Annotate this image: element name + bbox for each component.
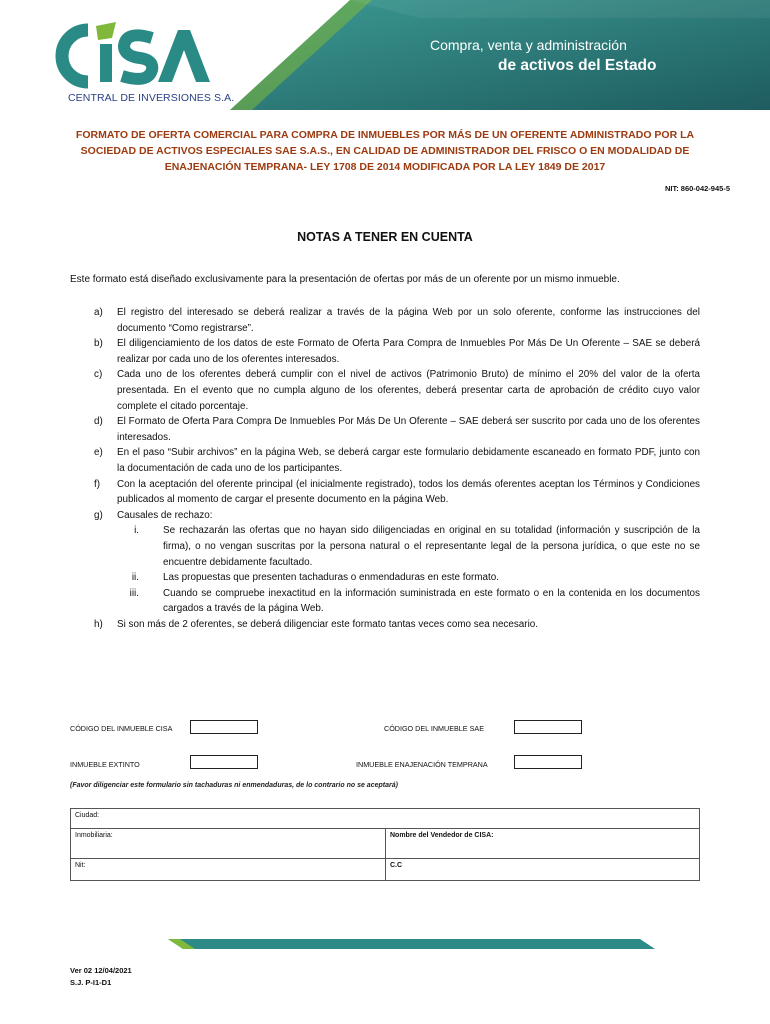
codigo-cisa-label: CÓDIGO DEL INMUEBLE CISA xyxy=(70,724,173,733)
list-text: El diligenciamiento de los datos de este Formato de Oferta Para Compra de Inmuebles Por Más De Un Oferente – SAE se deberá realizar por cada uno de los oferentes interesados. xyxy=(117,338,700,365)
list-text: En el paso “Subir archivos” en la página Web, se deberá cargar este formulario debidamente escaneado en formato PDF, junto con la documentación de cada uno de los participantes. xyxy=(117,447,700,474)
document-title: FORMATO DE OFERTA COMERCIAL PARA COMPRA DE INMUEBLES POR MÁS DE UN OFERENTE ADMINISTRADO POR LA SOCIEDAD DE ACTIVOS ESPECIALES SAE S.A.S., EN CALIDAD DE ADMINISTRADOR DEL FRISCO O EN MODALIDAD DE ENAJENACIÓN TEMPRANA- LEY 1708 DE 2014 MODIFICADA POR LA LEY 1849 DE 2017 xyxy=(75,129,695,173)
ciudad-label: Ciudad: xyxy=(75,812,100,819)
footer-version xyxy=(70,965,132,989)
list-letter: h) xyxy=(94,618,103,630)
list-letter: g) xyxy=(94,509,103,521)
vendor-table xyxy=(70,808,700,881)
sub-num: i. xyxy=(134,525,139,537)
header xyxy=(0,0,770,110)
list-text: El registro del interesado se deberá realizar a través de la página Web por un solo oferente, conforme las instrucciones del documento “Como registrarse”. xyxy=(117,307,700,334)
codigo-cisa-field[interactable] xyxy=(190,720,258,734)
sub-text: Se rechazarán las ofertas que no hayan sido diligenciadas en original en su totalidad (información y suscripción de la firma), o no vengan suscritas por la persona natural o el representante legal de la persona jurídica, o que este no se encuentre debidamente facultado. xyxy=(163,525,700,568)
codigo-sae-label: CÓDIGO DEL INMUEBLE SAE xyxy=(384,724,484,733)
table-row xyxy=(71,858,699,880)
list-item xyxy=(70,445,700,476)
codigo-sae-field[interactable] xyxy=(514,720,582,734)
version-text: Ver 02 12/04/2021 xyxy=(70,966,132,975)
intro-text: Este formato está diseñado exclusivamente para la presentación de ofertas por más de un oferente por un mismo inmueble. xyxy=(70,274,620,285)
inmobiliaria-label: Inmobiliaria: xyxy=(75,832,113,839)
list-letter: a) xyxy=(94,307,103,318)
slogan-line1: Compra, venta y administración xyxy=(430,37,627,53)
sub-item xyxy=(70,523,700,570)
list-text: Con la aceptación del oferente principal (el inicialmente registrado), todos los demás oferentes aceptan los Términos y Condiciones publicados al momento de cargar el presente documento en la página Web. xyxy=(117,478,700,506)
list-text: Cada uno de los oferentes deberá cumplir con el nivel de activos (Patrimonio Bruto) de mínimo el 20% del valor de la oferta presentada. En el evento que no cumpla alguno de los oferentes, deberá presentar carta de aprobación de crédito cuyo valor complete el citado porcentaje. xyxy=(117,369,700,412)
notas-heading: NOTAS A TENER EN CUENTA xyxy=(297,230,473,244)
list-item xyxy=(70,367,700,414)
list-item xyxy=(70,477,700,508)
inmobiliaria-cell[interactable] xyxy=(71,829,385,858)
table-row xyxy=(71,809,699,828)
list-text: Si son más de 2 oferentes, se deberá diligenciar este formato tantas veces como sea necesario. xyxy=(117,618,539,630)
nit-label: Nit: xyxy=(75,862,86,869)
notes-list xyxy=(70,305,700,632)
form-note: (Favor diligenciar este formulario sin tachaduras ni enmendaduras, de lo contrario no se aceptará) xyxy=(70,782,398,789)
list-letter: e) xyxy=(94,447,103,459)
inmueble-extinto-field[interactable] xyxy=(190,755,258,769)
nit-cell[interactable] xyxy=(71,859,385,880)
nit-number: NIT: 860-042-945-5 xyxy=(664,184,730,193)
doc-code: S.J. P-I1-D1 xyxy=(70,978,112,987)
table-row xyxy=(71,828,699,858)
sub-item xyxy=(70,586,700,617)
slogan-line2: de activos del Estado xyxy=(498,57,657,74)
sub-text: Las propuestas que presenten tachaduras o enmendaduras en este formato. xyxy=(163,572,499,584)
list-item xyxy=(70,617,700,633)
inmueble-enajenacion-label: INMUEBLE ENAJENACIÓN TEMPRANA xyxy=(356,760,488,769)
cc-label: C.C xyxy=(390,862,403,869)
sub-text: Cuando se compruebe inexactitud en la información suministrada en este formato o en la contenida en los documentos cargados a través de la página Web. xyxy=(163,587,700,615)
list-text: El Formato de Oferta Para Compra De Inmuebles Por Más De Un Oferente – SAE deberá ser suscrito por cada uno de los oferentes interesados. xyxy=(117,416,700,443)
list-letter: f) xyxy=(94,478,101,490)
vendedor-cell[interactable] xyxy=(385,829,699,858)
list-letter: c) xyxy=(94,369,103,381)
ciudad-cell[interactable] xyxy=(71,809,103,828)
inmueble-enajenacion-field[interactable] xyxy=(514,755,582,769)
sub-num: iii. xyxy=(129,587,139,599)
cc-cell[interactable] xyxy=(385,859,699,880)
inmueble-extinto-label: INMUEBLE EXTINTO xyxy=(70,760,140,769)
list-item xyxy=(70,336,700,367)
sub-item xyxy=(70,570,700,586)
list-item xyxy=(70,305,700,336)
logo-subtitle: CENTRAL DE INVERSIONES S.A. xyxy=(68,92,235,104)
list-text: Causales de rechazo: xyxy=(117,509,213,521)
list-letter: b) xyxy=(94,338,103,350)
list-item xyxy=(70,414,700,445)
vendedor-label: Nombre del Vendedor de CISA: xyxy=(390,832,494,839)
footer-bar xyxy=(0,935,770,955)
list-item xyxy=(70,508,700,524)
list-letter: d) xyxy=(94,416,103,428)
sub-num: ii. xyxy=(131,572,139,584)
